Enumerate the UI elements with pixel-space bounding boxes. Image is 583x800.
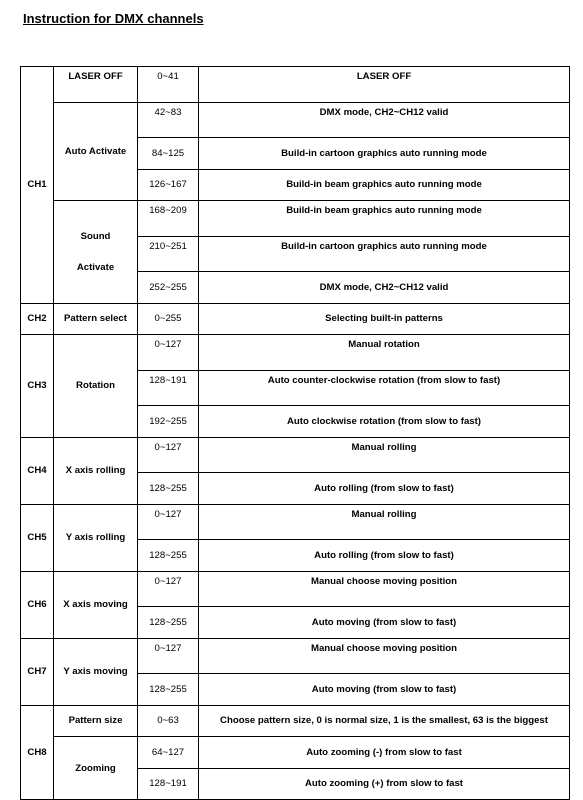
table-row [21, 705, 570, 737]
table-row [21, 504, 570, 540]
range-cell: 128~255 [138, 473, 199, 505]
dmx-channel-table [20, 66, 570, 800]
description-cell: Auto rolling (from slow to fast) [199, 473, 570, 505]
channel-cell: CH4 [21, 437, 54, 504]
description-cell: Manual rolling [199, 437, 570, 473]
range-cell: 192~255 [138, 406, 199, 438]
table-row [21, 102, 570, 138]
description-cell: Build-in cartoon graphics auto running mode [199, 236, 570, 272]
description-cell: Choose pattern size, 0 is normal size, 1 is the smallest, 63 is the biggest [199, 705, 570, 737]
table-row [21, 571, 570, 607]
range-cell: 0~255 [138, 303, 199, 335]
function-cell [54, 201, 138, 304]
description-cell: Manual choose moving position [199, 638, 570, 674]
function-cell: Zooming [54, 737, 138, 800]
channel-cell: CH8 [21, 705, 54, 800]
description-cell: Auto clockwise rotation (from slow to fast) [199, 406, 570, 438]
range-cell: 0~41 [138, 67, 199, 103]
description-cell: LASER OFF [199, 67, 570, 103]
table-row [21, 201, 570, 237]
channel-cell: CH6 [21, 571, 54, 638]
description-cell: Build-in beam graphics auto running mode [199, 201, 570, 237]
range-cell: 64~127 [138, 737, 199, 769]
description-cell: Auto moving (from slow to fast) [199, 674, 570, 706]
channel-cell: CH1 [21, 67, 54, 304]
range-cell: 126~167 [138, 169, 199, 201]
description-cell: Auto counter-clockwise rotation (from slow to fast) [199, 370, 570, 406]
range-cell: 128~255 [138, 607, 199, 639]
range-cell: 128~191 [138, 768, 199, 800]
range-cell: 84~125 [138, 138, 199, 170]
range-cell: 0~127 [138, 571, 199, 607]
channel-cell: CH2 [21, 303, 54, 335]
range-cell: 168~209 [138, 201, 199, 237]
function-cell: LASER OFF [54, 67, 138, 103]
range-cell: 0~127 [138, 638, 199, 674]
function-cell: Y axis moving [54, 638, 138, 705]
range-cell: 0~127 [138, 437, 199, 473]
function-cell: Auto Activate [54, 102, 138, 201]
description-cell: Build-in cartoon graphics auto running mode [199, 138, 570, 170]
function-label-line1: Sound [80, 230, 111, 242]
range-cell: 252~255 [138, 272, 199, 304]
description-cell: Auto moving (from slow to fast) [199, 607, 570, 639]
function-cell: Pattern select [54, 303, 138, 335]
table-row [21, 303, 570, 335]
description-cell: Auto zooming (+) from slow to fast [199, 768, 570, 800]
description-cell: Manual rolling [199, 504, 570, 540]
description-cell: Auto rolling (from slow to fast) [199, 540, 570, 572]
function-label-line2: Activate [76, 261, 115, 273]
function-cell: X axis rolling [54, 437, 138, 504]
range-cell: 128~255 [138, 674, 199, 706]
function-cell: X axis moving [54, 571, 138, 638]
range-cell: 42~83 [138, 102, 199, 138]
description-cell: Manual choose moving position [199, 571, 570, 607]
description-cell: DMX mode, CH2~CH12 valid [199, 272, 570, 304]
description-cell: Selecting built-in patterns [199, 303, 570, 335]
range-cell: 210~251 [138, 236, 199, 272]
channel-cell: CH3 [21, 335, 54, 438]
range-cell: 0~127 [138, 504, 199, 540]
description-cell: Manual rotation [199, 335, 570, 371]
range-cell: 128~191 [138, 370, 199, 406]
function-cell: Y axis rolling [54, 504, 138, 571]
description-cell: Build-in beam graphics auto running mode [199, 169, 570, 201]
function-cell: Pattern size [54, 705, 138, 737]
range-cell: 128~255 [138, 540, 199, 572]
range-cell: 0~63 [138, 705, 199, 737]
table-row [21, 737, 570, 769]
table-row [21, 67, 570, 103]
table-row [21, 638, 570, 674]
table-row [21, 437, 570, 473]
table-row [21, 335, 570, 371]
function-cell: Rotation [54, 335, 138, 438]
range-cell: 0~127 [138, 335, 199, 371]
description-cell: DMX mode, CH2~CH12 valid [199, 102, 570, 138]
description-cell: Auto zooming (-) from slow to fast [199, 737, 570, 769]
channel-cell: CH5 [21, 504, 54, 571]
channel-cell: CH7 [21, 638, 54, 705]
document-title: Instruction for DMX channels [23, 11, 204, 26]
